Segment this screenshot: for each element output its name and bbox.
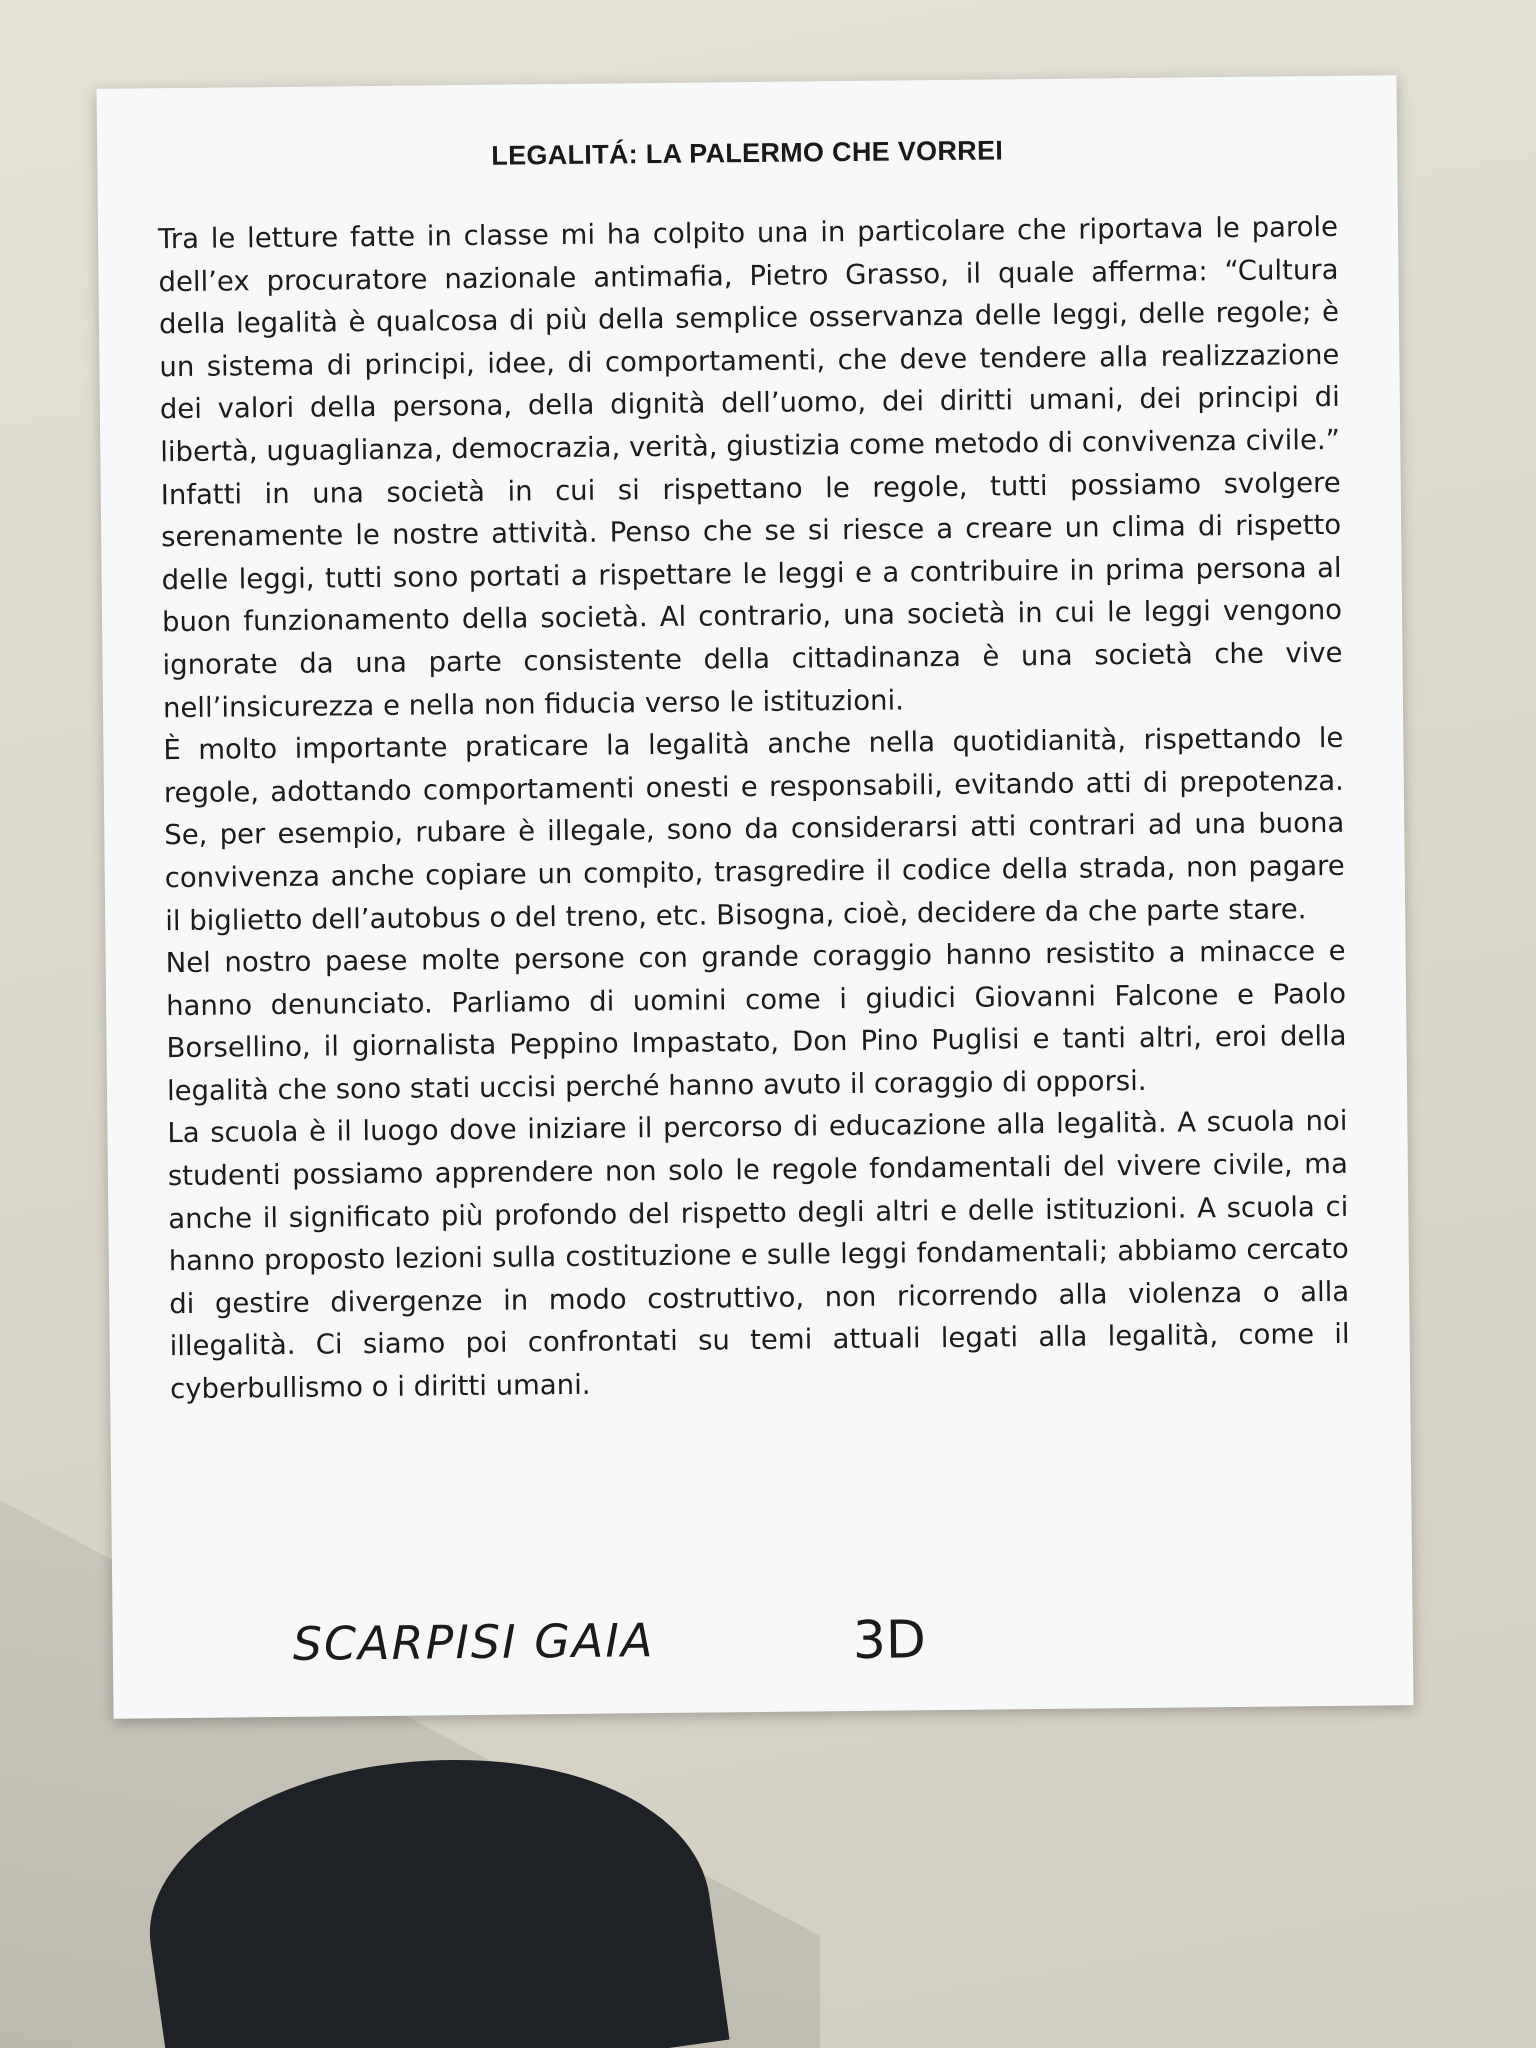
paragraph-5: La scuola è il luogo dove iniziare il percorso di educazione alla legalità. A scuola noi studenti possiamo apprendere non solo le regole fondamentali del vivere civile, ma anche il significato più profondo del rispetto degli altri e delle istituzioni. A scuola ci hanno proposto lezioni sulla costituzione e sulle leggi fondamentali; abbiamo cercato di gestire divergenze in modo costruttivo, non ricorrendo alla violenza o alla illegalità. Ci siamo poi confrontati su temi attuali legati alla legalità, come il cyberbullismo o i diritti umani.	[167, 1105, 1350, 1406]
paragraph-1: Tra le letture fatte in classe mi ha colpito una in particolare che riportava le parole dell’ex procuratore nazionale antimafia, Pietro Grasso, il quale afferma: “Cultura della legalità è qualcosa di più della semplice osservanza delle leggi, delle regole; è un sistema di principi, idee, di comportamenti, che deve tendere alla realizzazione dei valori della persona, della dignità dell’uomo, dei diritti umani, dei principi di libertà, uguaglianza, democrazia, verità, giustizia come metodo di convivenza civile.”	[157, 210, 1341, 469]
document-title: LEGALITÁ: LA PALERMO CHE VORREI	[491, 135, 1004, 171]
signature-class: 3D	[852, 1610, 927, 1672]
handwritten-signature	[293, 1610, 994, 1707]
signature-name: SCARPISI GAIA	[292, 1613, 655, 1671]
paragraph-2: Infatti in una società in cui si rispettano le regole, tutti possiamo svolgere serenamente le nostre attività. Penso che se si riesce a creare un clima di rispetto delle leggi, tutti sono portati a rispettare le leggi e a contribuire in prima persona al buon funzionamento della società. Al contrario, una società in cui le leggi vengono ignorate da una parte consistente della cittadinanza è una società che vive nell’insicurezza e nella non fiducia verso le istituzioni.	[160, 466, 1343, 724]
paper-sheet	[97, 75, 1414, 1719]
paragraph-3: È molto importante praticare la legalità anche nella quotidianità, rispettando le regole, adottando comportamenti onesti e responsabili, evitando atti di prepotenza. Se, per esempio, rubare è illegale, sono da considerarsi atti contrari ad una buona convivenza anche copiare un compito, trasgredire il codice della strada, non pagare il biglietto dell’autobus o del treno, etc. Bisogna, cioè, decidere da che parte stare.	[163, 721, 1345, 937]
document-body	[158, 206, 1350, 1411]
paragraph-4: Nel nostro paese molte persone con grande coraggio hanno resistito a minacce e hanno denunciato. Parliamo di uomini come i giudici Giovanni Falcone e Paolo Borsellino, il giornalista Peppino Impastato, Don Pino Puglisi e tanti altri, eroi della legalità che sono stati uccisi perché hanno avuto il coraggio di opporsi.	[165, 934, 1347, 1108]
